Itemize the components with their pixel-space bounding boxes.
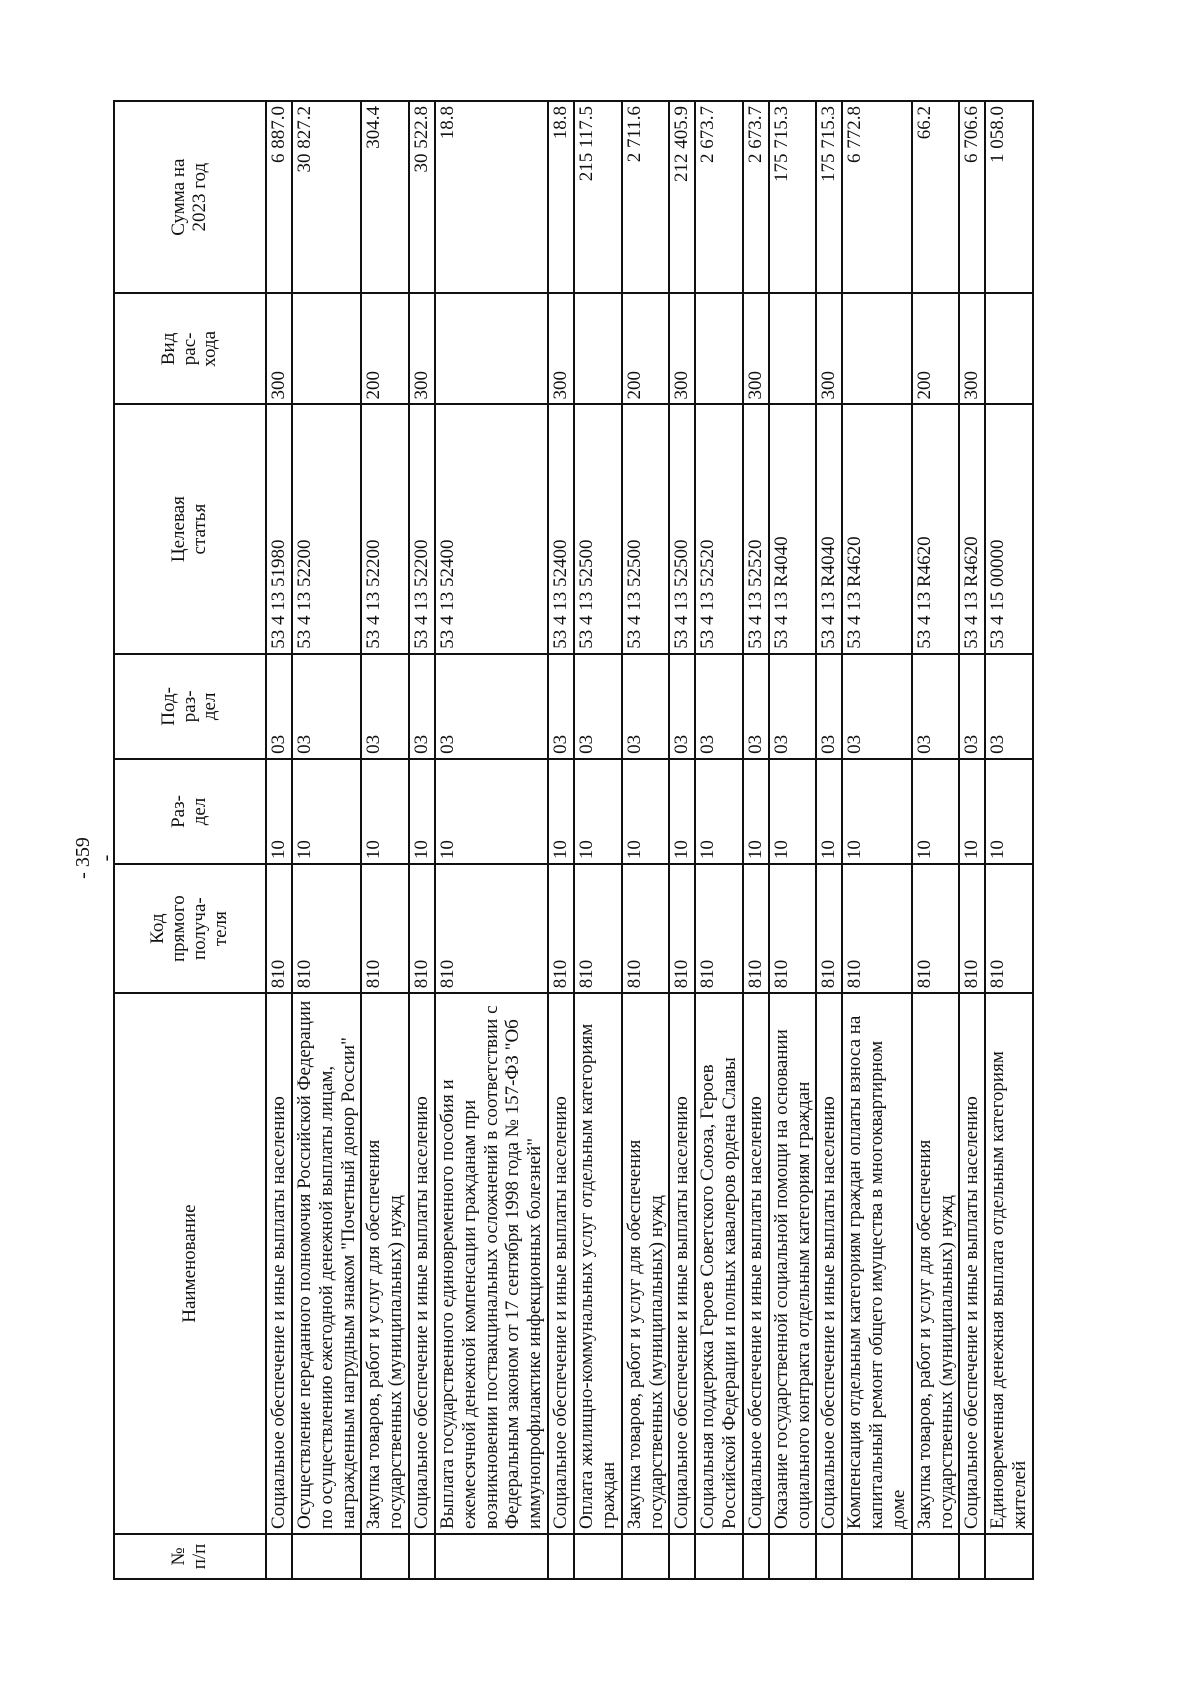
cell-section: 10 (959, 759, 985, 864)
cell-number (695, 1534, 743, 1579)
cell-recipient-code: 810 (912, 864, 960, 993)
cell-target-article: 53 4 13 R4040 (816, 404, 842, 653)
cell-expense-type: 300 (959, 293, 985, 404)
cell-name: Оплата жилищно-коммунальных услуг отдельным категориям граждан (574, 993, 622, 1534)
cell-target-article: 53 4 13 R4620 (959, 404, 985, 653)
cell-name: Закупка товаров, работ и услуг для обеспечения государственных (муниципальных) нужд (622, 993, 670, 1534)
cell-expense-type: 200 (912, 293, 960, 404)
cell-section: 10 (361, 759, 409, 864)
cell-recipient-code: 810 (842, 864, 912, 993)
cell-recipient-code: 810 (574, 864, 622, 993)
table-row (669, 101, 695, 1579)
cell-name: Социальное обеспечение и иные выплаты населению (548, 993, 574, 1534)
header-expense-type: Вид рас- хода (114, 293, 266, 404)
cell-subsection: 03 (622, 654, 670, 759)
cell-amount: 175 715.3 (816, 101, 842, 293)
cell-target-article: 53 4 13 R4620 (842, 404, 912, 653)
cell-section: 10 (842, 759, 912, 864)
cell-amount: 30 522.8 (409, 101, 435, 293)
cell-amount: 215 117.5 (574, 101, 622, 293)
cell-subsection: 03 (266, 654, 292, 759)
cell-number (669, 1534, 695, 1579)
cell-name: Социальное обеспечение и иные выплаты населению (959, 993, 985, 1534)
table-row (361, 101, 409, 1579)
cell-amount: 2 673.7 (743, 101, 769, 293)
cell-expense-type (769, 293, 817, 404)
table-row (816, 101, 842, 1579)
header-subsection: Под- раз- дел (114, 654, 266, 759)
cell-section: 10 (409, 759, 435, 864)
page-number: - 359 - (72, 837, 117, 879)
cell-amount: 1 058.0 (985, 101, 1033, 293)
cell-section: 10 (622, 759, 670, 864)
table-row (743, 101, 769, 1579)
cell-subsection: 03 (361, 654, 409, 759)
cell-number (743, 1534, 769, 1579)
cell-name: Социальное обеспечение и иные выплаты населению (409, 993, 435, 1534)
cell-recipient-code: 810 (959, 864, 985, 993)
table-row (842, 101, 912, 1579)
cell-subsection: 03 (292, 654, 362, 759)
table-row (959, 101, 985, 1579)
cell-target-article: 53 4 13 52200 (361, 404, 409, 653)
cell-target-article: 53 4 13 R4620 (912, 404, 960, 653)
cell-subsection: 03 (574, 654, 622, 759)
cell-section: 10 (435, 759, 548, 864)
header-number: № п/п (114, 1534, 266, 1579)
budget-table (113, 100, 1034, 1580)
budget-table-container (113, 100, 1031, 1580)
cell-number (842, 1534, 912, 1579)
cell-subsection: 03 (695, 654, 743, 759)
cell-name: Закупка товаров, работ и услуг для обеспечения государственных (муниципальных) нужд (912, 993, 960, 1534)
cell-subsection: 03 (816, 654, 842, 759)
cell-expense-type: 200 (622, 293, 670, 404)
cell-amount: 66.2 (912, 101, 960, 293)
cell-subsection: 03 (743, 654, 769, 759)
cell-section: 10 (669, 759, 695, 864)
cell-target-article: 53 4 13 52520 (743, 404, 769, 653)
cell-number (435, 1534, 548, 1579)
cell-number (959, 1534, 985, 1579)
header-recipient-code: Код прямого получа- теля (114, 864, 266, 993)
cell-recipient-code: 810 (816, 864, 842, 993)
cell-target-article: 53 4 13 52400 (548, 404, 574, 653)
header-name: Наименование (114, 993, 266, 1534)
cell-target-article: 53 4 13 52500 (622, 404, 670, 653)
cell-recipient-code: 810 (409, 864, 435, 993)
cell-recipient-code: 810 (743, 864, 769, 993)
cell-section: 10 (548, 759, 574, 864)
table-row (266, 101, 292, 1579)
cell-target-article: 53 4 13 52200 (409, 404, 435, 653)
cell-recipient-code: 810 (622, 864, 670, 993)
cell-recipient-code: 810 (435, 864, 548, 993)
cell-expense-type: 300 (548, 293, 574, 404)
cell-name: Социальное обеспечение и иные выплаты населению (669, 993, 695, 1534)
cell-name: Социальное обеспечение и иные выплаты населению (743, 993, 769, 1534)
cell-subsection: 03 (548, 654, 574, 759)
cell-recipient-code: 810 (669, 864, 695, 993)
cell-expense-type (985, 293, 1033, 404)
cell-number (292, 1534, 362, 1579)
cell-amount: 212 405.9 (669, 101, 695, 293)
cell-subsection: 03 (435, 654, 548, 759)
cell-number (266, 1534, 292, 1579)
cell-name: Единовременная денежная выплата отдельным категориям жителей (985, 993, 1033, 1534)
cell-target-article: 53 4 13 52500 (669, 404, 695, 653)
cell-name: Компенсация отдельным категориям граждан оплаты взноса на капитальный ремонт общего имущества в многоквартирном доме (842, 993, 912, 1534)
cell-name: Закупка товаров, работ и услуг для обеспечения государственных (муниципальных) нужд (361, 993, 409, 1534)
table-row (985, 101, 1033, 1579)
cell-section: 10 (743, 759, 769, 864)
cell-name: Социальная поддержка Героев Советского Союза, Героев Российской Федерации и полных кавалеров ордена Славы (695, 993, 743, 1534)
cell-number (912, 1534, 960, 1579)
header-row (114, 101, 266, 1579)
cell-number (361, 1534, 409, 1579)
cell-recipient-code: 810 (266, 864, 292, 993)
cell-target-article: 53 4 15 00000 (985, 404, 1033, 653)
cell-section: 10 (574, 759, 622, 864)
cell-expense-type: 300 (669, 293, 695, 404)
table-row (769, 101, 817, 1579)
cell-amount: 175 715.3 (769, 101, 817, 293)
cell-name: Выплата государственного единовременного пособия и ежемесячной денежной компенсации гражданам при возникновении поствакцинальных осложнений в соответствии с Федеральным законом от 17 сентября 1998 года № 157-ФЗ "Об иммунопрофилактике инфекционных болезней" (435, 993, 548, 1534)
cell-section: 10 (292, 759, 362, 864)
cell-subsection: 03 (959, 654, 985, 759)
cell-name: Оказание государственной социальной помощи на основании социального контракта отдельным категориям граждан (769, 993, 817, 1534)
cell-subsection: 03 (409, 654, 435, 759)
cell-amount: 304.4 (361, 101, 409, 293)
cell-recipient-code: 810 (695, 864, 743, 993)
table-row (695, 101, 743, 1579)
table-row (409, 101, 435, 1579)
cell-section: 10 (816, 759, 842, 864)
cell-section: 10 (985, 759, 1033, 864)
cell-expense-type: 300 (743, 293, 769, 404)
header-section: Раз- дел (114, 759, 266, 864)
cell-recipient-code: 810 (548, 864, 574, 993)
cell-amount: 30 827.2 (292, 101, 362, 293)
cell-name: Осуществление переданного полномочия Российской Федерации по осуществлению ежегодной денежной выплаты лицам, награжденным нагрудным знаком "Почетный донор России" (292, 993, 362, 1534)
cell-amount: 18.8 (548, 101, 574, 293)
cell-amount: 6 706.6 (959, 101, 985, 293)
cell-amount: 6 772.8 (842, 101, 912, 293)
cell-section: 10 (769, 759, 817, 864)
header-target-article: Целевая статья (114, 404, 266, 653)
cell-section: 10 (266, 759, 292, 864)
cell-expense-type (842, 293, 912, 404)
table-row (622, 101, 670, 1579)
cell-subsection: 03 (769, 654, 817, 759)
cell-recipient-code: 810 (769, 864, 817, 993)
cell-name: Социальное обеспечение и иные выплаты населению (816, 993, 842, 1534)
cell-expense-type (292, 293, 362, 404)
cell-amount: 18.8 (435, 101, 548, 293)
table-body (266, 101, 1033, 1579)
cell-expense-type (695, 293, 743, 404)
cell-target-article: 53 4 13 52400 (435, 404, 548, 653)
cell-target-article: 53 4 13 52200 (292, 404, 362, 653)
cell-number (574, 1534, 622, 1579)
cell-recipient-code: 810 (292, 864, 362, 993)
table-row (912, 101, 960, 1579)
table-row (574, 101, 622, 1579)
table-header (114, 101, 266, 1579)
cell-number (548, 1534, 574, 1579)
cell-section: 10 (912, 759, 960, 864)
cell-amount: 2 673.7 (695, 101, 743, 293)
cell-target-article: 53 4 13 52520 (695, 404, 743, 653)
cell-number (769, 1534, 817, 1579)
table-row (435, 101, 548, 1579)
cell-recipient-code: 810 (985, 864, 1033, 993)
cell-expense-type: 300 (816, 293, 842, 404)
cell-expense-type: 300 (409, 293, 435, 404)
cell-number (622, 1534, 670, 1579)
cell-expense-type (574, 293, 622, 404)
cell-name: Социальное обеспечение и иные выплаты населению (266, 993, 292, 1534)
cell-number (816, 1534, 842, 1579)
cell-subsection: 03 (912, 654, 960, 759)
cell-target-article: 53 4 13 R4040 (769, 404, 817, 653)
cell-amount: 6 887.0 (266, 101, 292, 293)
cell-target-article: 53 4 13 52500 (574, 404, 622, 653)
header-amount-2023: Сумма на 2023 год (114, 101, 266, 293)
cell-subsection: 03 (842, 654, 912, 759)
cell-expense-type: 300 (266, 293, 292, 404)
cell-expense-type (435, 293, 548, 404)
cell-expense-type: 200 (361, 293, 409, 404)
cell-subsection: 03 (985, 654, 1033, 759)
cell-amount: 2 711.6 (622, 101, 670, 293)
cell-target-article: 53 4 13 51980 (266, 404, 292, 653)
table-row (548, 101, 574, 1579)
cell-subsection: 03 (669, 654, 695, 759)
cell-recipient-code: 810 (361, 864, 409, 993)
table-row (292, 101, 362, 1579)
cell-number (985, 1534, 1033, 1579)
cell-section: 10 (695, 759, 743, 864)
cell-number (409, 1534, 435, 1579)
